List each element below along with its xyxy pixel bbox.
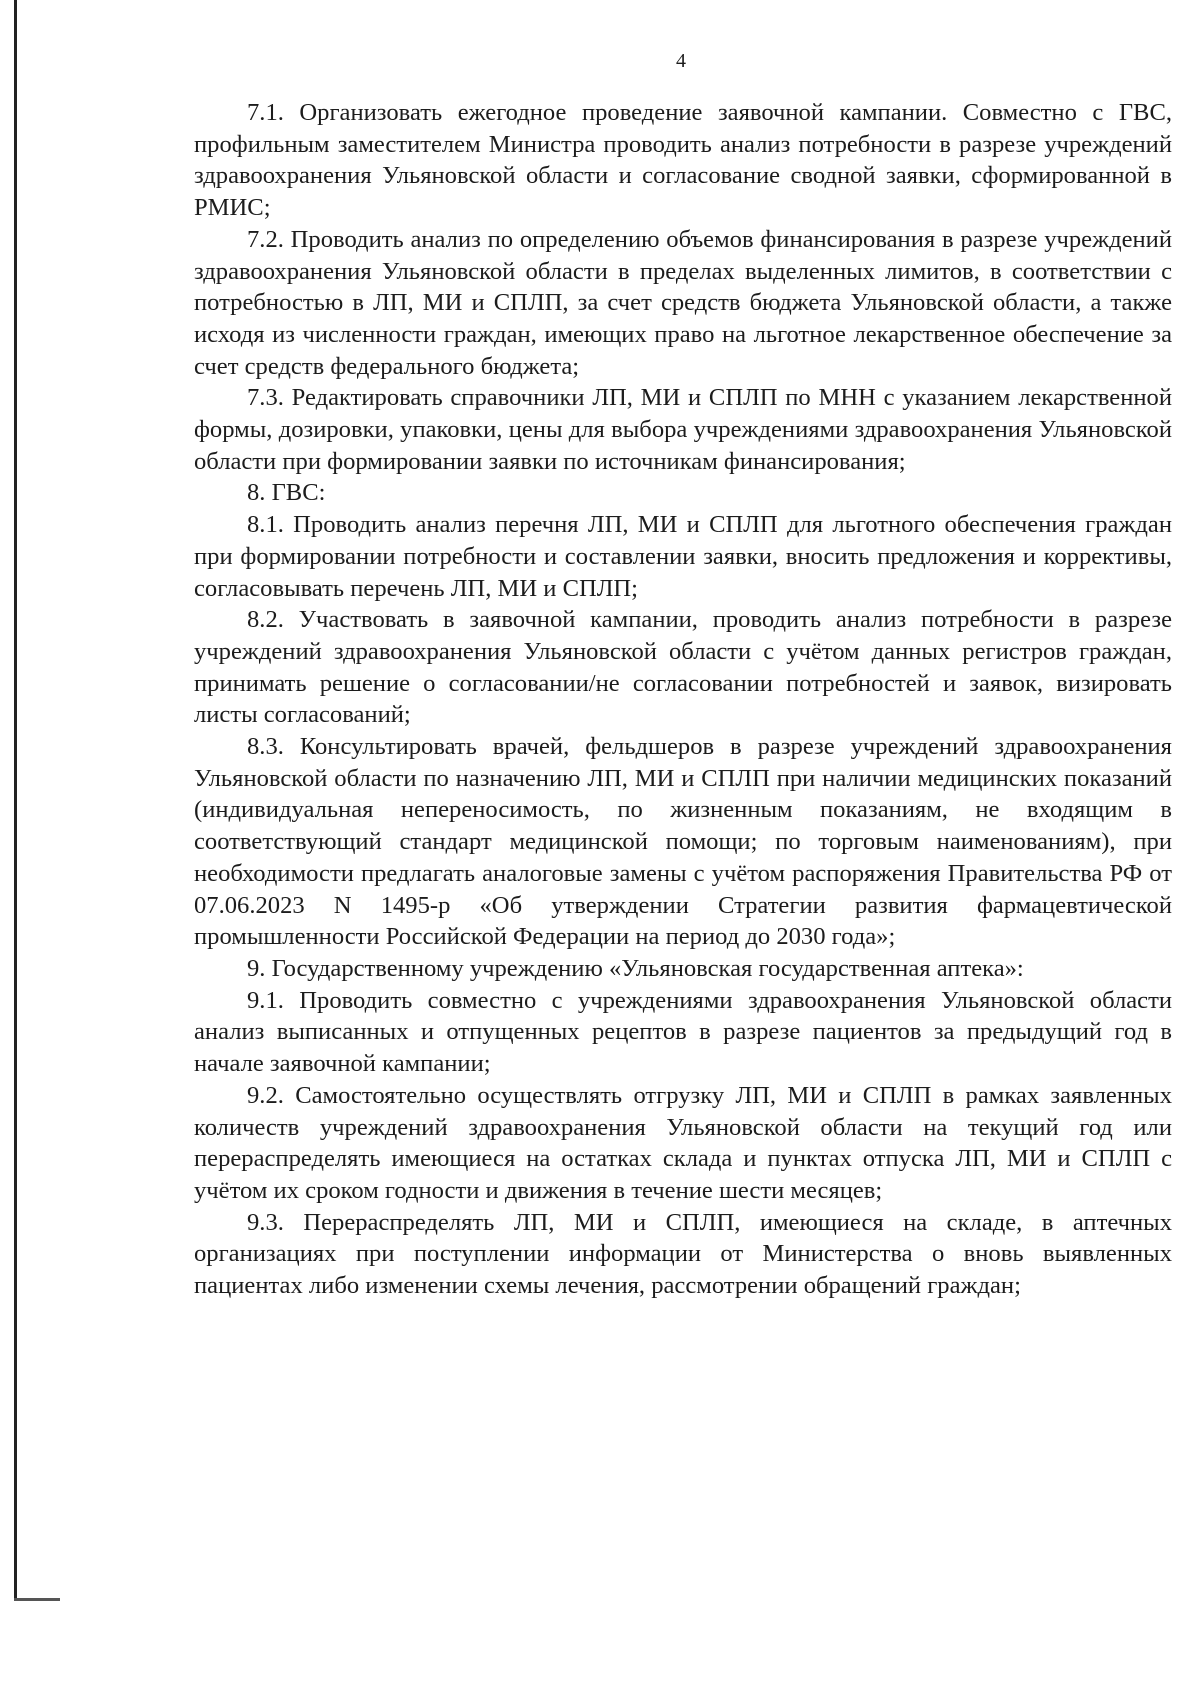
paragraph-7-2: 7.2. Проводить анализ по определению объемов финансирования в разрезе учреждений здравоохранения Ульяновской области в пределах выделенных лимитов, в соответствии с потребностью в ЛП, МИ и СПЛП, за счет средств бюджета Ульяновской области, а также исходя из численности граждан, имеющих право на льготное лекарственное обеспечение за счет средств федерального бюджета; [194, 225, 1172, 380]
heading-8-gvs: 8. ГВС: [247, 479, 326, 507]
paragraph-8-3: 8.3. Консультировать врачей, фельдшеров в разрезе учреждений здравоохранения Ульяновской области по назначению ЛП, МИ и СПЛП при наличии медицинских показаний (индивидуальная непереносимость, по жизненным показаниям, не входящим в соответствующий стандарт медицинской помощи; по торговым наименованиям), при необходимости предлагать аналоговые замены с учётом распоряжения Правительства РФ от 07.06.2023 N 1495-р «Об утверждении Стратегии развития фармацевтической промышленности Российской Федерации на период до 2030 года»; [194, 733, 1172, 951]
heading-9-pharmacy: 9. Государственному учреждению «Ульяновская государственная аптека»: [247, 954, 1024, 982]
paragraph-8-2: 8.2. Участвовать в заявочной кампании, проводить анализ потребности в разрезе учреждений здравоохранения Ульяновской области с учётом данных регистров граждан, принимать решение о согласовании/не согласовании потребностей и заявок, визировать листы согласований; [194, 606, 1172, 729]
paragraph-8-1: 8.1. Проводить анализ перечня ЛП, МИ и СПЛП для льготного обеспечения граждан при формировании потребности и составлении заявки, вносить предложения и коррективы, согласовывать перечень ЛП, МИ и СПЛП; [194, 511, 1172, 602]
scan-border-line [14, 0, 17, 1600]
scan-artifact-mark [14, 1598, 60, 1601]
paragraph-7-1: 7.1. Организовать ежегодное проведение заявочной кампании. Совместно с ГВС, профильным заместителем Министра проводить анализ потребности в разрезе учреждений здравоохранения Ульяновской области и согласование сводной заявки, сформированной в РМИС; [194, 99, 1172, 222]
document-body [194, 97, 1172, 1302]
paragraph-9-3: 9.3. Перераспределять ЛП, МИ и СПЛП, имеющиеся на складе, в аптечных организациях при поступлении информации от Министерства о вновь выявленных пациентах либо изменении схемы лечения, рассмотрении обращений граждан; [194, 1208, 1172, 1300]
page-number: 4 [676, 50, 686, 72]
paragraph-9-2: 9.2. Самостоятельно осуществлять отгрузку ЛП, МИ и СПЛП в рамках заявленных количеств учреждений здравоохранения Ульяновской области на текущий год или перераспределять имеющиеся на остатках склада и пунктах отпуска ЛП, МИ и СПЛП с учётом их сроком годности и движения в течение шести месяцев; [194, 1081, 1172, 1204]
paragraph-9-1: 9.1. Проводить совместно с учреждениями здравоохранения Ульяновской области анализ выписанных и отпущенных рецептов в разрезе пациентов за предыдущий год в начале заявочной кампании; [194, 986, 1172, 1078]
paragraph-7-3: 7.3. Редактировать справочники ЛП, МИ и СПЛП по МНН с указанием лекарственной формы, дозировки, упаковки, цены для выбора учреждениями здравоохранения Ульяновской области при формировании заявки по источникам финансирования; [194, 384, 1172, 475]
